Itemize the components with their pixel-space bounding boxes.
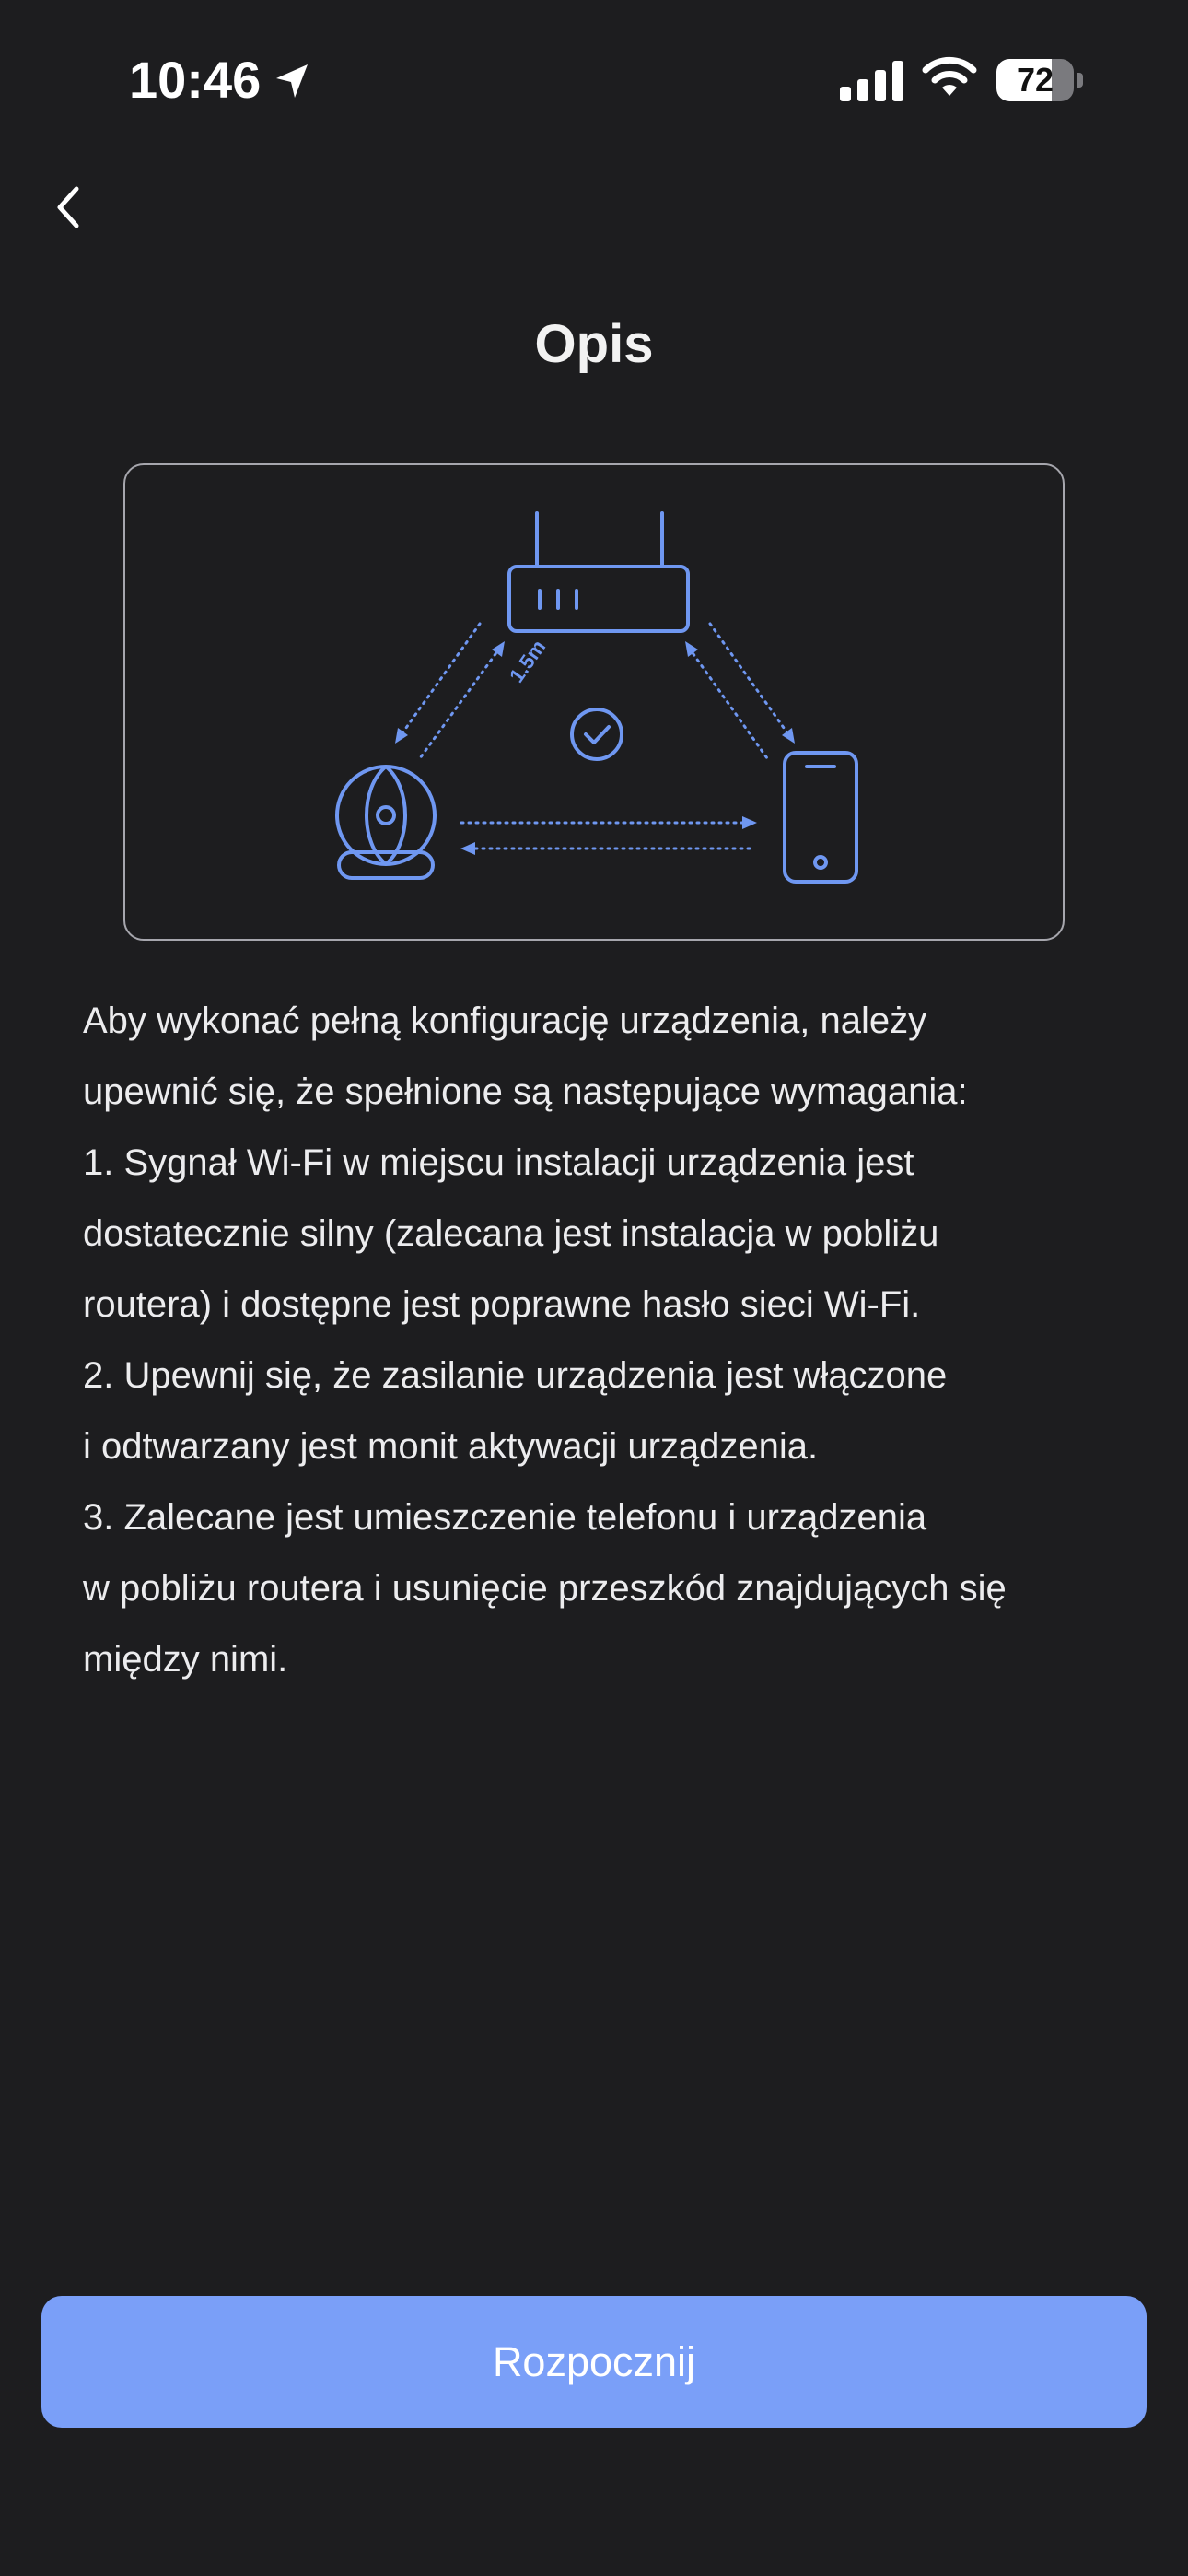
- back-button[interactable]: [37, 166, 101, 249]
- page-title: Opis: [534, 314, 654, 374]
- description-line: między nimi.: [83, 1639, 288, 1680]
- description-line: 1. Sygnał Wi-Fi w miejscu instalacji urządzenia jest: [83, 1142, 914, 1183]
- location-arrow-icon: [271, 59, 315, 103]
- check-circle-icon: [572, 709, 622, 759]
- requirements-description: [83, 986, 1114, 1695]
- description-line: i odtwarzany jest monit aktywacji urządzenia.: [83, 1426, 819, 1467]
- distance-label: 1.5m: [505, 636, 551, 687]
- phone-icon: [785, 753, 856, 882]
- wifi-icon: [921, 55, 978, 101]
- battery-body: [996, 59, 1074, 101]
- start-button[interactable]: Rozpocznij: [41, 2296, 1147, 2428]
- chevron-left-icon: [51, 180, 87, 235]
- description-line: routera) i dostępne jest poprawne hasło sieci Wi-Fi.: [83, 1284, 921, 1325]
- router-icon: [509, 513, 688, 631]
- cellular-signal-icon: [840, 61, 904, 101]
- status-bar: [0, 0, 1188, 157]
- description-line: dostatecznie silny (zalecana jest instalacja w pobliżu: [83, 1213, 939, 1254]
- description-line: 3. Zalecane jest umieszczenie telefonu i urządzenia: [83, 1497, 927, 1538]
- camera-icon: [337, 767, 435, 878]
- battery-icon: [996, 59, 1083, 101]
- status-time: 10:46: [129, 51, 262, 109]
- description-line: Aby wykonać pełną konfigurację urządzenia, należy: [83, 1001, 927, 1041]
- battery-percentage: 72: [1016, 61, 1054, 99]
- description-line: 2. Upewnij się, że zasilanie urządzenia jest włączone: [83, 1355, 948, 1396]
- setup-illustration: [123, 463, 1065, 941]
- description-line: w pobliżu routera i usunięcie przeszkód znajdujących się: [83, 1568, 1007, 1609]
- description-line: upewnić się, że spełnione są następujące wymagania:: [83, 1071, 968, 1112]
- battery-cap: [1077, 73, 1083, 88]
